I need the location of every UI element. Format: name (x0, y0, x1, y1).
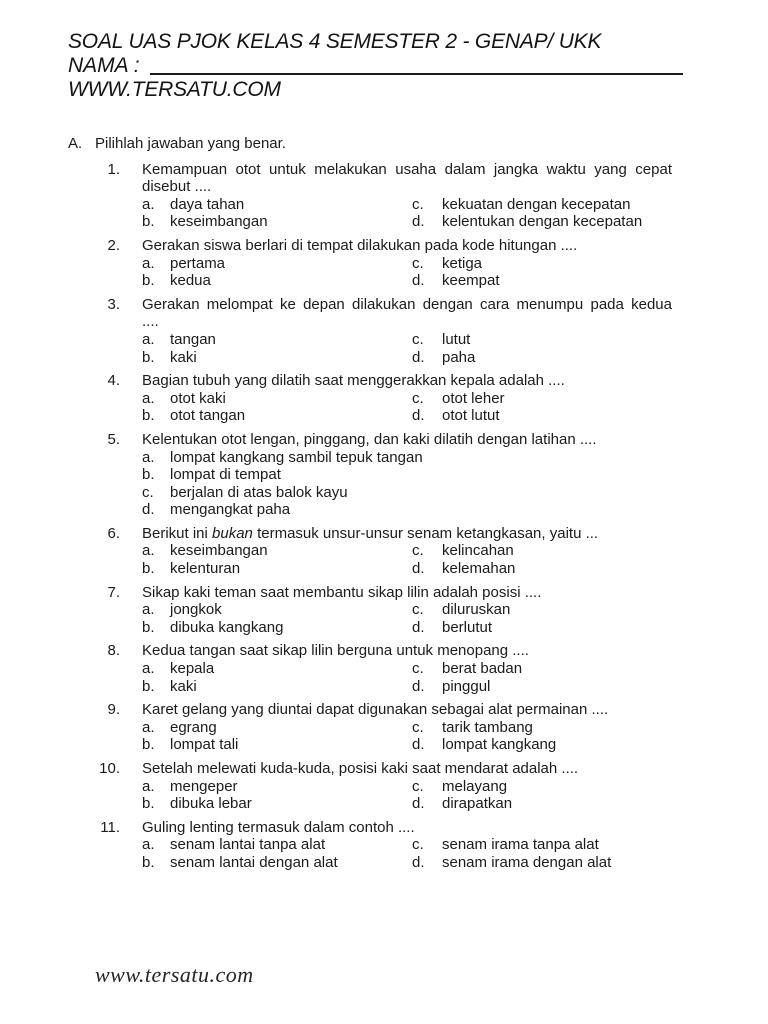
option-letter: d. (412, 795, 425, 813)
option-text: berat badan (442, 660, 523, 678)
option-text: otot lutut (442, 407, 500, 425)
option-text: pertama (170, 254, 226, 272)
section-letter: A. (68, 135, 83, 152)
question-number: 2. (107, 236, 120, 254)
option-text: kekuatan dengan kecepatan (442, 195, 631, 213)
option-row (142, 619, 672, 637)
question-text-part: Bagian tubuh yang dilatih saat menggerakkan kepala adalah .... (142, 372, 565, 390)
question-body (142, 584, 672, 637)
question (68, 296, 672, 366)
option-row (142, 795, 672, 813)
question-number: 1. (107, 160, 120, 178)
option-text: lompat kangkang sambil tepuk tangan (170, 448, 423, 466)
option-letter: b. (142, 272, 155, 290)
options (142, 390, 672, 425)
question-body (142, 525, 672, 578)
question-text-continued: disebut .... (142, 178, 212, 196)
option-letter: a. (142, 542, 155, 560)
option-text: melayang (442, 777, 508, 795)
option-row (142, 719, 672, 737)
option-text: keempat (442, 272, 500, 290)
question-text-emphasis: bukan (212, 524, 253, 542)
option-letter: b. (142, 677, 155, 695)
option-text: otot tangan (170, 407, 246, 425)
question (68, 760, 672, 813)
option-row (142, 542, 672, 560)
option-text: senam lantai dengan alat (170, 853, 338, 871)
option-row (142, 349, 672, 367)
question-text (142, 296, 672, 314)
question-number: 5. (107, 430, 120, 448)
question-text-part: Karet gelang yang diuntai dapat digunakan sebagai alat permainan .... (142, 701, 609, 719)
question-number: 8. (107, 642, 120, 660)
option-text: lompat di tempat (170, 466, 281, 484)
option-letter: a. (142, 718, 155, 736)
option-text: berjalan di atas balok kayu (170, 483, 348, 501)
question-number: 10. (99, 760, 120, 777)
question-text-part: Kelentukan otot lengan, pinggang, dan kaki dilatih dengan latihan .... (142, 430, 597, 448)
option-text: kelincahan (442, 542, 514, 560)
option-letter: a. (142, 448, 155, 466)
option-text: otot kaki (170, 389, 226, 407)
option-row (142, 854, 672, 872)
question-body (142, 237, 672, 290)
question-text-part: termasuk unsur-unsur senam ketangkasan, yaitu ... (252, 524, 599, 542)
question-text (142, 525, 672, 543)
option-text: kelentukan dengan kecepatan (442, 213, 643, 231)
option-text: lutut (442, 330, 471, 348)
option-text: lompat kangkang (442, 736, 557, 754)
question-text (142, 372, 672, 390)
options (142, 255, 672, 290)
question (68, 525, 672, 578)
question-text-part: Berikut ini (142, 524, 213, 542)
page-title: SOAL UAS PJOK KELAS 4 SEMESTER 2 - GENAP/ UKK (68, 30, 602, 53)
option-row (142, 501, 672, 519)
name-row (68, 54, 683, 78)
option-letter: b. (142, 407, 155, 425)
question-text-part: Kedua tangan saat sikap lilin berguna untuk menopang .... (142, 642, 529, 660)
option-text: senam irama dengan alat (442, 853, 612, 871)
footer (95, 962, 254, 988)
section-heading (68, 135, 768, 153)
question (68, 819, 672, 872)
option-text: jongkok (170, 601, 222, 619)
question-text (142, 584, 672, 602)
option-letter: b. (142, 213, 155, 231)
question-body (142, 642, 672, 695)
option-row (142, 331, 672, 349)
option-row (142, 213, 672, 231)
option-letter: b. (142, 853, 155, 871)
option-row (142, 601, 672, 619)
name-fill-line (150, 73, 683, 75)
option-text: paha (442, 348, 476, 366)
question (68, 372, 672, 425)
question-body (142, 701, 672, 754)
option-row (142, 272, 672, 290)
option-letter: a. (142, 660, 155, 678)
question-body (142, 372, 672, 425)
option-letter: c. (412, 330, 424, 348)
option-text: kaki (170, 677, 197, 695)
option-text: mengeper (170, 777, 238, 795)
option-letter: a. (142, 330, 155, 348)
option-letter: c. (412, 660, 424, 678)
options (142, 196, 672, 231)
question (68, 237, 672, 290)
question-number: 11. (100, 818, 120, 836)
header (68, 30, 683, 102)
option-text: kelenturan (170, 560, 241, 578)
option-text: dibuka kangkang (170, 618, 284, 636)
options (142, 660, 672, 695)
options (142, 449, 672, 519)
question (68, 642, 672, 695)
option-row (142, 255, 672, 273)
question-text (142, 237, 672, 255)
option-letter: c. (412, 601, 424, 619)
option-letter: b. (142, 466, 155, 484)
question (68, 584, 672, 637)
options (142, 331, 672, 366)
option-letter: a. (142, 389, 155, 407)
section-instruction: Pilihlah jawaban yang benar. (95, 135, 286, 152)
option-letter: c. (412, 718, 424, 736)
option-letter: c. (412, 254, 424, 272)
question-body (142, 431, 672, 519)
option-text: dibuka lebar (170, 795, 252, 813)
option-letter: d. (412, 348, 425, 366)
questions-list (68, 161, 672, 872)
option-row (142, 560, 672, 578)
option-letter: d. (412, 213, 425, 231)
question (68, 701, 672, 754)
option-letter: d. (412, 272, 425, 290)
option-letter: c. (412, 836, 424, 854)
option-letter: d. (412, 407, 425, 425)
question-text (142, 642, 672, 660)
option-row (142, 778, 672, 796)
option-text: keseimbangan (170, 213, 268, 231)
option-letter: c. (412, 542, 424, 560)
option-text: tarik tambang (442, 718, 533, 736)
question-text (142, 161, 672, 179)
option-text: mengangkat paha (170, 501, 291, 519)
option-letter: d. (412, 853, 425, 871)
option-row (142, 836, 672, 854)
question-number: 3. (107, 295, 120, 313)
options (142, 542, 672, 577)
question-text-part: Kemampuan otot untuk melakukan usaha dalam jangka waktu yang cepat (142, 160, 672, 178)
options (142, 601, 672, 636)
question-text-part: Gerakan siswa berlari di tempat dilakukan pada kode hitungan .... (142, 236, 578, 254)
options (142, 778, 672, 813)
option-text: diluruskan (442, 601, 511, 619)
option-row (142, 466, 672, 484)
options (142, 836, 672, 871)
question-text (142, 431, 672, 449)
option-letter: a. (142, 777, 155, 795)
question-body (142, 296, 672, 366)
question (68, 431, 672, 519)
option-text: lompat tali (170, 736, 239, 754)
name-label: NAMA : (68, 54, 140, 77)
option-letter: a. (142, 836, 155, 854)
option-letter: d. (412, 560, 425, 578)
option-letter: c. (412, 777, 424, 795)
option-letter: b. (142, 560, 155, 578)
option-letter: d. (412, 677, 425, 695)
question-body (142, 819, 672, 872)
option-text: kedua (170, 272, 211, 290)
option-text: tangan (170, 330, 216, 348)
question-number: 4. (107, 372, 120, 390)
option-text: otot leher (442, 389, 505, 407)
option-letter: b. (142, 618, 155, 636)
question-text-part: Sikap kaki teman saat membantu sikap lilin adalah posisi .... (142, 583, 542, 601)
option-text: pinggul (442, 677, 491, 695)
option-letter: d. (412, 736, 425, 754)
site-url-header: WWW.TERSATU.COM (68, 78, 281, 101)
option-row (142, 678, 672, 696)
option-text: kelemahan (442, 560, 516, 578)
question-body (142, 161, 672, 231)
option-letter: b. (142, 348, 155, 366)
question (68, 161, 672, 231)
question-text (142, 819, 672, 837)
option-row (142, 390, 672, 408)
option-row (142, 407, 672, 425)
option-letter: c. (412, 195, 424, 213)
option-text: senam irama tanpa alat (442, 836, 599, 854)
option-row (142, 484, 672, 502)
question-body (142, 760, 672, 813)
option-text: egrang (170, 718, 217, 736)
option-row (142, 660, 672, 678)
option-letter: c. (142, 483, 154, 501)
option-text: ketiga (442, 254, 483, 272)
question-number: 6. (107, 524, 120, 542)
option-letter: c. (412, 389, 424, 407)
option-row (142, 196, 672, 214)
option-letter: d. (142, 501, 155, 519)
option-letter: a. (142, 195, 155, 213)
option-letter: b. (142, 795, 155, 813)
option-text: keseimbangan (170, 542, 268, 560)
option-text: kepala (170, 660, 215, 678)
option-text: dirapatkan (442, 795, 513, 813)
question-text-part: Gerakan melompat ke depan dilakukan dengan cara menumpu pada kedua (142, 295, 672, 313)
question-number: 7. (107, 583, 120, 601)
footer-site-url: www.tersatu.com (95, 962, 254, 987)
option-row (142, 736, 672, 754)
option-text: senam lantai tanpa alat (170, 836, 326, 854)
option-text: kaki (170, 348, 197, 366)
option-letter: b. (142, 736, 155, 754)
question-text-part: Guling lenting termasuk dalam contoh .... (142, 818, 415, 836)
question-text (142, 701, 672, 719)
question-text-continued: .... (142, 313, 159, 331)
option-letter: d. (412, 618, 425, 636)
question-text (142, 760, 672, 778)
question-number: 9. (107, 701, 120, 719)
option-text: berlutut (442, 618, 493, 636)
option-letter: a. (142, 601, 155, 619)
options (142, 719, 672, 754)
question-text-part: Setelah melewati kuda-kuda, posisi kaki saat mendarat adalah .... (142, 760, 579, 777)
option-letter: a. (142, 254, 155, 272)
option-row (142, 449, 672, 467)
option-text: daya tahan (170, 195, 245, 213)
